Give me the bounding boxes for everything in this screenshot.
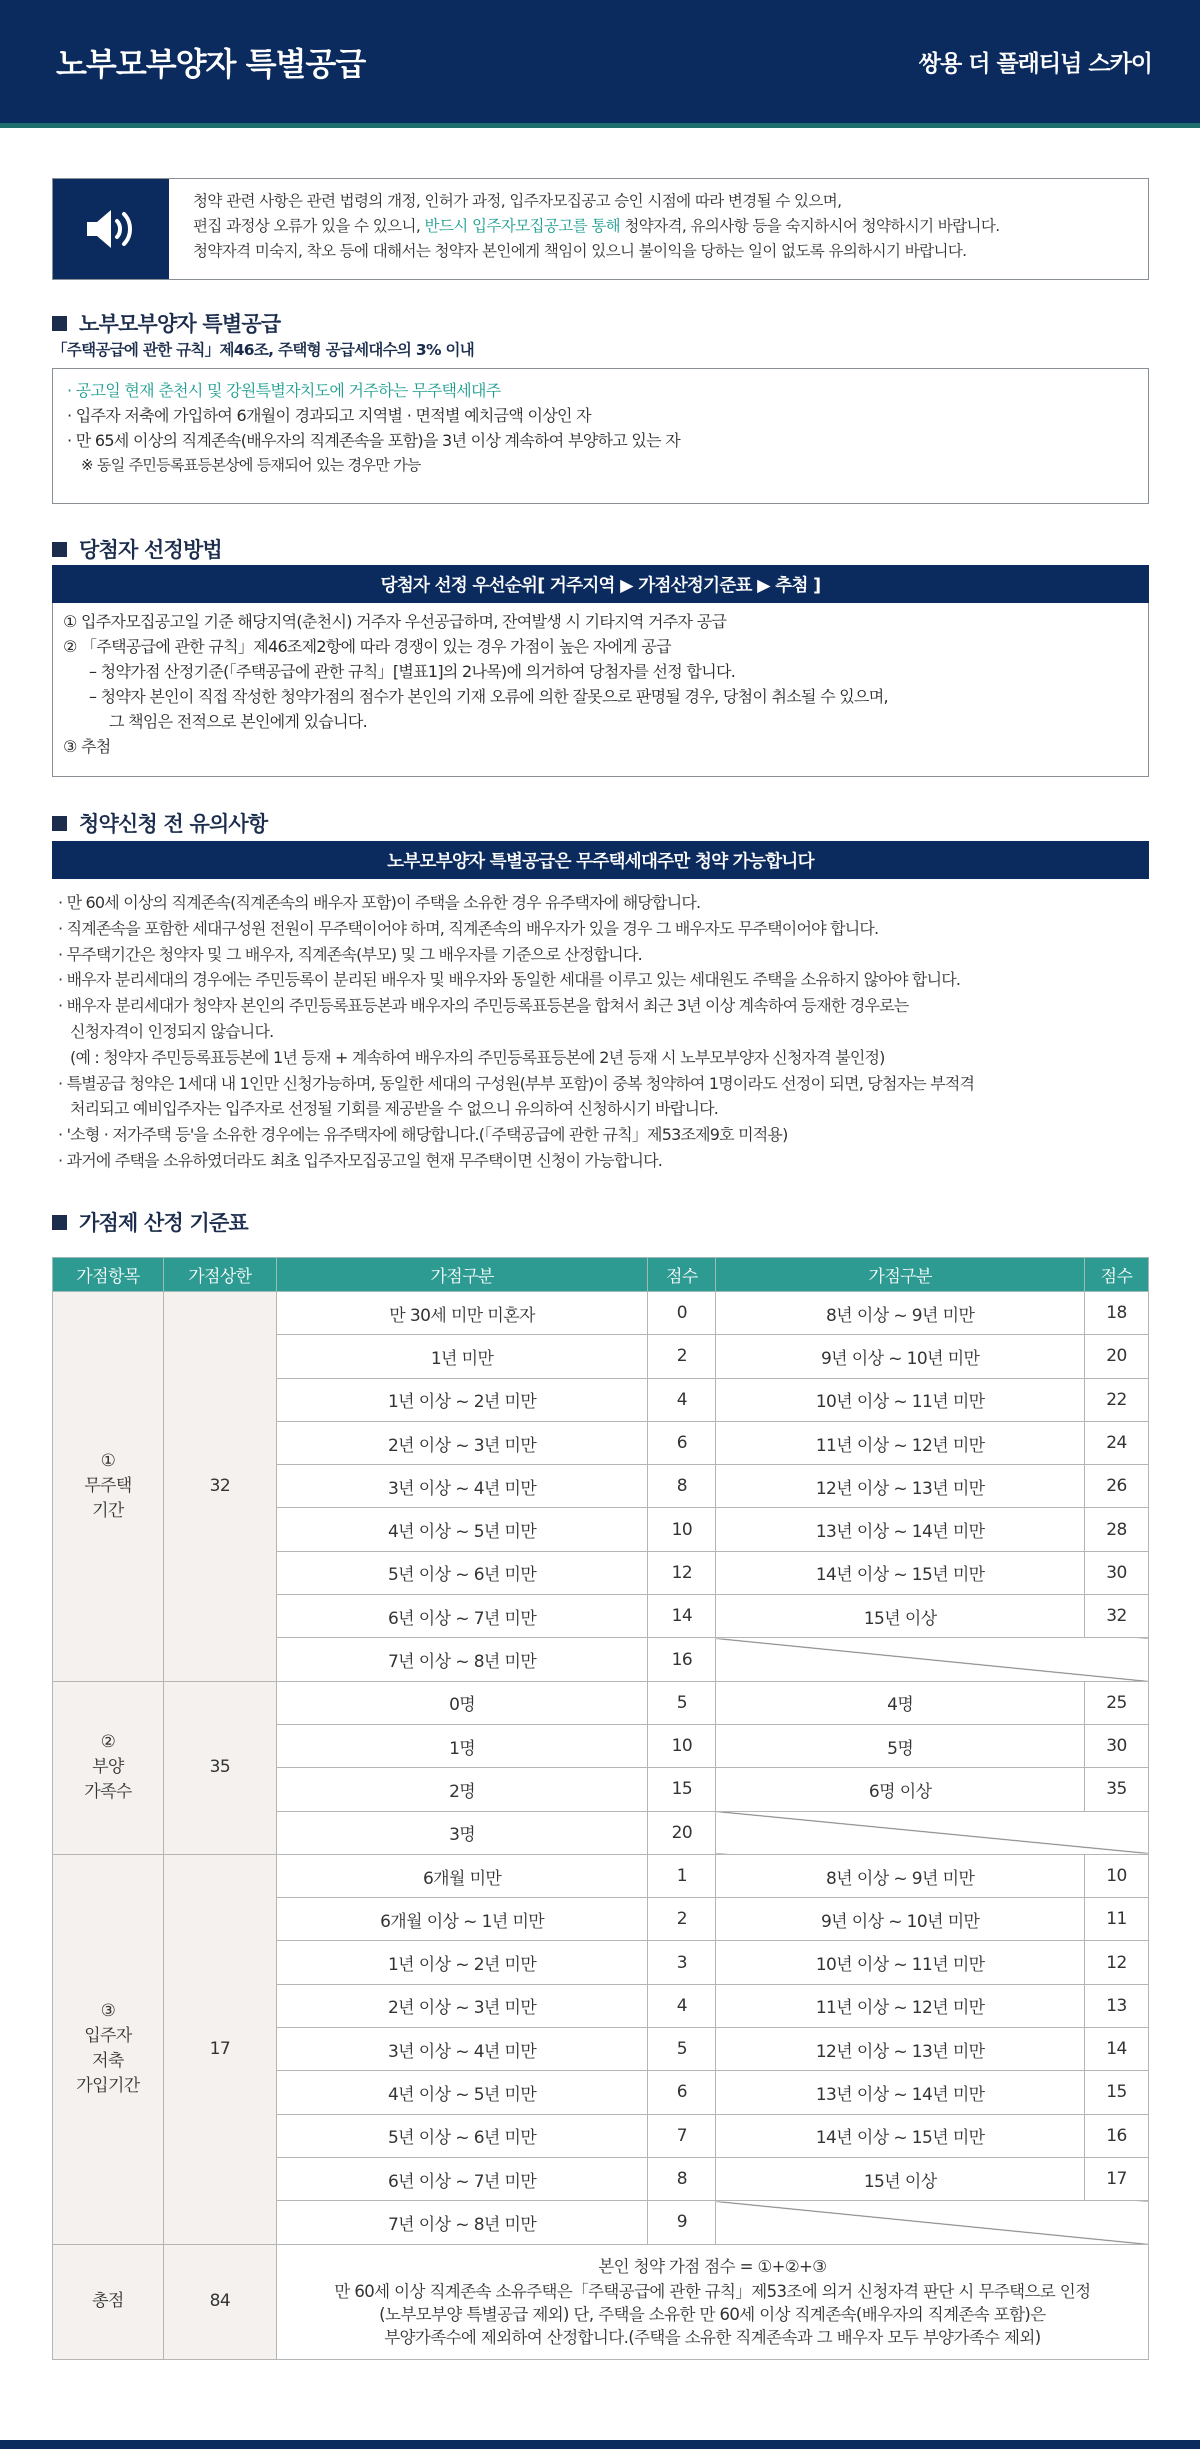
criteria-cell: 2년 이상 ~ 3년 미만 — [276, 1984, 648, 2027]
points-cell: 6 — [648, 1421, 716, 1464]
criteria-cell: 6년 이상 ~ 7년 미만 — [276, 2157, 648, 2200]
header-cell: 가점항목 — [53, 1258, 164, 1292]
points-cell: 10 — [648, 1724, 716, 1767]
points-cell: 4 — [648, 1378, 716, 1421]
criteria-cell: 2명 — [276, 1768, 648, 1811]
criteria-cell: 6명 이상 — [716, 1768, 1085, 1811]
caution-item: · 무주택기간은 청약자 및 그 배우자, 직계존속(부모) 및 그 배우자를 기준으로 산정합니다. — [58, 944, 642, 964]
header-cell: 가점구분 — [276, 1258, 648, 1292]
category-cell: ① 무주택 기간 — [53, 1292, 164, 1682]
points-cell: 4 — [648, 1984, 716, 2027]
category-cell: ③ 입주자 저축 가입기간 — [53, 1854, 164, 2244]
criteria-cell: 2년 이상 ~ 3년 미만 — [276, 1421, 648, 1464]
empty-diagonal-cell — [716, 1811, 1149, 1854]
criteria-cell: 9년 이상 ~ 10년 미만 — [716, 1335, 1085, 1378]
caution-item: · 배우자 분리세대가 청약자 본인의 주민등록표등본과 배우자의 주민등록표등본을 합쳐서 최근 3년 이상 계속하여 등재한 경우로는 — [58, 996, 909, 1016]
footer-bar — [0, 2440, 1200, 2449]
site-name: 쌍용 더 플래티넘 스카이 — [918, 51, 1152, 77]
caution-item: 처리되고 예비입주자는 입주자로 선정될 기회를 제공받을 수 없으니 유의하여 신청하시기 바랍니다. — [70, 1099, 719, 1119]
selection-subitem: – 청약자 본인이 직접 작성한 청약가점의 점수가 본인의 기재 오류에 의한 잘못으로 판명될 경우, 당첨이 취소될 수 있으며, — [89, 687, 888, 706]
points-cell: 20 — [1084, 1335, 1148, 1378]
total-note: 본인 청약 가점 점수 = ①+②+③ 만 60세 이상 직계존속 소유주택은「주택공급에 관한 규칙」제53조에 의거 신청자격 판단 시 무주택으로 인정 (노부모부양 특별공급 제외) 단, 주택을 소유한 만 60세 이상 직계존속(배우자의 직계존속 포함)은 부양가족수에 제외하여 산정합니다.(주택을 소유한 직계존속과 그 배우자 모두 부양가족수 제외) — [276, 2244, 1148, 2359]
section-title-cautions: 청약신청 전 유의사항 — [52, 808, 267, 838]
section-title-eligibility: 노부모부양자 특별공급 — [52, 308, 280, 338]
max-score-cell: 17 — [163, 1854, 276, 2244]
category-cell: ② 부양 가족수 — [53, 1681, 164, 1854]
criteria-cell: 1년 미만 — [276, 1335, 648, 1378]
points-cell: 5 — [648, 1681, 716, 1724]
eligibility-item: · 입주자 저축에 가입하여 6개월이 경과되고 지역별 · 면적별 예치금액 이상인 자 — [67, 406, 591, 425]
criteria-cell: 8년 이상 ~ 9년 미만 — [716, 1292, 1085, 1335]
points-cell: 32 — [1084, 1595, 1148, 1638]
header-cell: 가점상한 — [163, 1258, 276, 1292]
points-cell: 22 — [1084, 1378, 1148, 1421]
eligibility-box — [52, 368, 1149, 504]
criteria-cell: 1년 이상 ~ 2년 미만 — [276, 1378, 648, 1421]
criteria-cell: 13년 이상 ~ 14년 미만 — [716, 2071, 1085, 2114]
selection-item: ③ 추첨 — [63, 737, 111, 756]
selection-priority-bar: 당첨자 선정 우선순위[ 거주지역 ▶ 가점산정기준표 ▶ 추첨 ] — [52, 565, 1149, 603]
empty-diagonal-cell — [716, 2201, 1149, 2244]
selection-box — [52, 603, 1149, 777]
criteria-cell: 만 30세 미만 미혼자 — [276, 1292, 648, 1335]
caution-item: · 과거에 주택을 소유하였더라도 최초 입주자모집공고일 현재 무주택이면 신청이 가능합니다. — [58, 1150, 663, 1170]
criteria-cell: 12년 이상 ~ 13년 미만 — [716, 1465, 1085, 1508]
notice-line-3: 청약자격 미숙지, 착오 등에 대해서는 청약자 본인에게 책임이 있으니 불이익을 당하는 일이 없도록 유의하시기 바랍니다. — [193, 242, 967, 260]
selection-subitem: 그 책임은 전적으로 본인에게 있습니다. — [109, 712, 368, 731]
caution-item: · 특별공급 청약은 1세대 내 1인만 신청가능하며, 동일한 세대의 구성원(부부 포함)이 중복 청약하여 1명이라도 선정이 되면, 당첨자는 부적격 — [58, 1073, 975, 1093]
points-cell: 28 — [1084, 1508, 1148, 1551]
points-cell: 18 — [1084, 1292, 1148, 1335]
max-score-cell: 32 — [163, 1292, 276, 1682]
points-cell: 14 — [648, 1595, 716, 1638]
criteria-cell: 9년 이상 ~ 10년 미만 — [716, 1898, 1085, 1941]
total-max: 84 — [163, 2244, 276, 2359]
criteria-cell: 10년 이상 ~ 11년 미만 — [716, 1378, 1085, 1421]
points-cell: 5 — [648, 2028, 716, 2071]
score-table-header — [53, 1258, 1149, 1292]
points-cell: 3 — [648, 1941, 716, 1984]
points-cell: 15 — [1084, 2071, 1148, 2114]
points-cell: 30 — [1084, 1724, 1148, 1767]
total-label: 총점 — [53, 2244, 164, 2359]
table-row — [53, 1854, 1149, 1897]
notice-line-1: 청약 관련 사항은 관련 법령의 개정, 인허가 과정, 입주자모집공고 승인 시점에 따라 변경될 수 있으며, — [193, 192, 842, 210]
points-cell: 1 — [648, 1854, 716, 1897]
criteria-cell: 5년 이상 ~ 6년 미만 — [276, 2114, 648, 2157]
caution-item: 신청자격이 인정되지 않습니다. — [70, 1021, 274, 1041]
criteria-cell: 7년 이상 ~ 8년 미만 — [276, 2201, 648, 2244]
eligibility-item: · 만 65세 이상의 직계존속(배우자의 직계존속을 포함)을 3년 이상 계속하여 부양하고 있는 자 — [67, 431, 681, 450]
notice-box — [52, 178, 1149, 280]
criteria-cell: 1명 — [276, 1724, 648, 1767]
empty-diagonal-cell — [716, 1638, 1149, 1681]
selection-item: ② 「주택공급에 관한 규칙」제46조제2항에 따라 경쟁이 있는 경우 가점이 높은 자에게 공급 — [63, 637, 671, 656]
selection-subitem: – 청약가점 산정기준(「주택공급에 관한 규칙」[별표1]의 2나목)에 의거하여 당첨자를 선정 합니다. — [89, 662, 736, 681]
points-cell: 10 — [648, 1508, 716, 1551]
criteria-cell: 5명 — [716, 1724, 1085, 1767]
table-row — [53, 1681, 1149, 1724]
criteria-cell: 15년 이상 — [716, 2157, 1085, 2200]
points-cell: 20 — [648, 1811, 716, 1854]
points-cell: 7 — [648, 2114, 716, 2157]
table-row — [53, 1292, 1149, 1335]
criteria-cell: 6개월 이상 ~ 1년 미만 — [276, 1898, 648, 1941]
selection-item: ① 입주자모집공고일 기준 해당지역(춘천시) 거주자 우선공급하며, 잔여발생 시 기타지역 거주자 공급 — [63, 612, 727, 631]
criteria-cell: 13년 이상 ~ 14년 미만 — [716, 1508, 1085, 1551]
header-divider — [0, 123, 1200, 128]
points-cell: 26 — [1084, 1465, 1148, 1508]
caution-example: (예 : 청약자 주민등록표등본에 1년 등재 + 계속하여 배우자의 주민등록표등본에 2년 등재 시 노부모부양자 신청자격 불인정) — [70, 1047, 885, 1067]
criteria-cell: 10년 이상 ~ 11년 미만 — [716, 1941, 1085, 1984]
criteria-cell: 0명 — [276, 1681, 648, 1724]
points-cell: 8 — [648, 1465, 716, 1508]
caution-item: · 만 60세 이상의 직계존속(직계존속의 배우자 포함)이 주택을 소유한 경우 유주택자에 해당합니다. — [58, 893, 701, 912]
criteria-cell: 11년 이상 ~ 12년 미만 — [716, 1984, 1085, 2027]
cautions-bar: 노부모부양자 특별공급은 무주택세대주만 청약 가능합니다 — [52, 841, 1149, 879]
points-cell: 9 — [648, 2201, 716, 2244]
criteria-cell: 5년 이상 ~ 6년 미만 — [276, 1551, 648, 1594]
criteria-cell: 3년 이상 ~ 4년 미만 — [276, 1465, 648, 1508]
criteria-cell: 1년 이상 ~ 2년 미만 — [276, 1941, 648, 1984]
criteria-cell: 4년 이상 ~ 5년 미만 — [276, 1508, 648, 1551]
points-cell: 16 — [648, 1638, 716, 1681]
points-cell: 30 — [1084, 1551, 1148, 1594]
header-cell: 점수 — [1084, 1258, 1148, 1292]
score-table — [52, 1257, 1149, 2360]
criteria-cell: 3명 — [276, 1811, 648, 1854]
criteria-cell: 6년 이상 ~ 7년 미만 — [276, 1595, 648, 1638]
score-table-body — [53, 1292, 1149, 2360]
caution-item: · 배우자 분리세대의 경우에는 주민등록이 분리된 배우자 및 배우자와 동일한 세대를 이루고 있는 세대원도 주택을 소유하지 않아야 합니다. — [58, 970, 961, 990]
points-cell: 25 — [1084, 1681, 1148, 1724]
criteria-cell: 8년 이상 ~ 9년 미만 — [716, 1854, 1085, 1897]
criteria-cell: 15년 이상 — [716, 1595, 1085, 1638]
criteria-cell: 6개월 미만 — [276, 1854, 648, 1897]
points-cell: 10 — [1084, 1854, 1148, 1897]
header-cell: 점수 — [648, 1258, 716, 1292]
caution-item: · 직계존속을 포함한 세대구성원 전원이 무주택이어야 하며, 직계존속의 배우자가 있을 경우 그 배우자도 무주택이어야 합니다. — [58, 918, 879, 938]
cautions-list — [58, 890, 1148, 1174]
points-cell: 11 — [1084, 1898, 1148, 1941]
eligibility-note: ※ 동일 주민등록표등본상에 등재되어 있는 경우만 가능 — [81, 456, 421, 474]
points-cell: 17 — [1084, 2157, 1148, 2200]
points-cell: 8 — [648, 2157, 716, 2200]
caution-item: · '소형 · 저가주택 등'을 소유한 경우에는 유주택자에 해당합니다.(「주택공급에 관한 규칙」제53조제9호 미적용) — [58, 1125, 788, 1145]
section-subtitle-eligibility: 「주택공급에 관한 규칙」제46조, 주택형 공급세대수의 3% 이내 — [52, 341, 475, 359]
criteria-cell: 4년 이상 ~ 5년 미만 — [276, 2071, 648, 2114]
points-cell: 35 — [1084, 1768, 1148, 1811]
criteria-cell: 14년 이상 ~ 15년 미만 — [716, 1551, 1085, 1594]
points-cell: 12 — [648, 1551, 716, 1594]
total-row — [53, 2244, 1149, 2359]
points-cell: 16 — [1084, 2114, 1148, 2157]
max-score-cell: 35 — [163, 1681, 276, 1854]
page-title: 노부모부양자 특별공급 — [56, 44, 366, 83]
criteria-cell: 4명 — [716, 1681, 1085, 1724]
points-cell: 2 — [648, 1898, 716, 1941]
header-cell: 가점구분 — [716, 1258, 1085, 1292]
notice-line-2: 편집 과정상 오류가 있을 수 있으니, 반드시 입주자모집공고를 통해 청약자격, 유의사항 등을 숙지하시어 청약하시기 바랍니다. — [193, 217, 1000, 235]
points-cell: 14 — [1084, 2028, 1148, 2071]
points-cell: 2 — [648, 1335, 716, 1378]
criteria-cell: 12년 이상 ~ 13년 미만 — [716, 2028, 1085, 2071]
points-cell: 0 — [648, 1292, 716, 1335]
criteria-cell: 11년 이상 ~ 12년 미만 — [716, 1421, 1085, 1464]
criteria-cell: 7년 이상 ~ 8년 미만 — [276, 1638, 648, 1681]
section-title-score-table: 가점제 산정 기준표 — [52, 1207, 248, 1237]
criteria-cell: 3년 이상 ~ 4년 미만 — [276, 2028, 648, 2071]
criteria-cell: 14년 이상 ~ 15년 미만 — [716, 2114, 1085, 2157]
points-cell: 13 — [1084, 1984, 1148, 2027]
speaker-icon — [53, 179, 169, 279]
points-cell: 12 — [1084, 1941, 1148, 1984]
points-cell: 15 — [648, 1768, 716, 1811]
points-cell: 6 — [648, 2071, 716, 2114]
eligibility-item: · 공고일 현재 춘천시 및 강원특별자치도에 거주하는 무주택세대주 — [67, 381, 501, 400]
points-cell: 24 — [1084, 1421, 1148, 1464]
header-bar — [0, 0, 1200, 123]
section-title-selection: 당첨자 선정방법 — [52, 534, 222, 564]
